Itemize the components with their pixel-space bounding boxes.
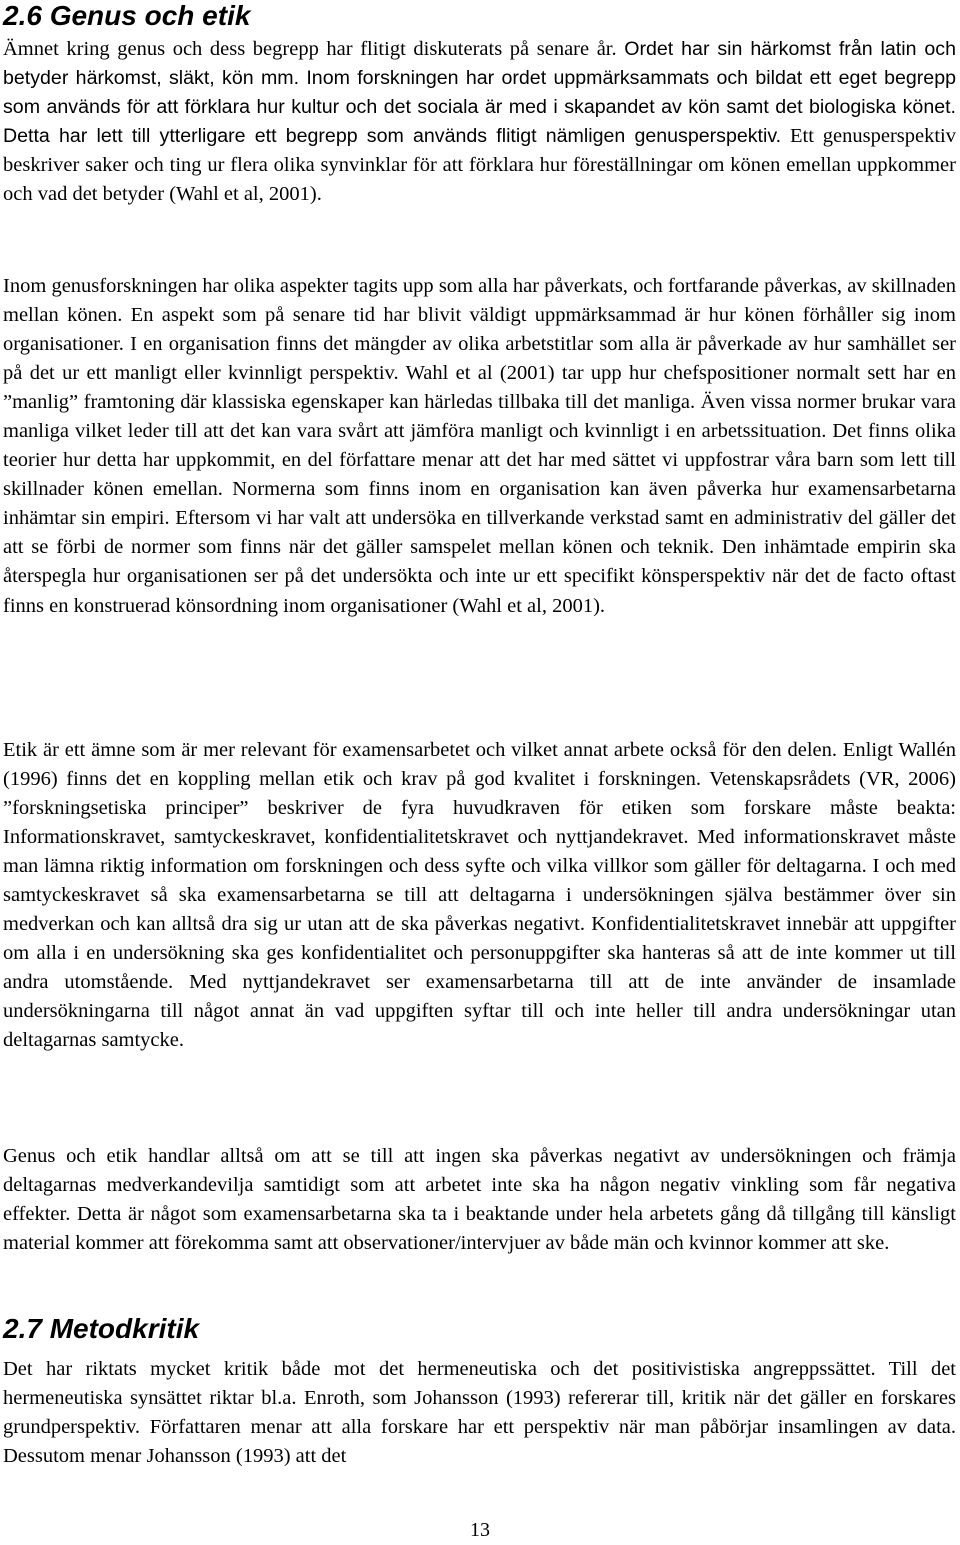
paragraph-text-sans-middle: Ordet har sin härkomst från latin och betyder härkomst, släkt, kön mm. Inom forskningen har ordet uppmärksammats och bildat ett eget begrepp som används för att förklara hur kultur och det sociala är med i skapandet av kön samt det biologiska könet. Detta har lett till ytterligare ett begrepp som används flitigt nämligen genusperspektiv. — [3, 38, 956, 148]
section-heading-genus-och-etik: 2.6 Genus och etik — [3, 0, 251, 31]
paragraph-metodkritik: Det har riktats mycket kritik både mot det hermeneutiska och det positivistiska angreppssättet. Till det hermeneutiska synsättet riktar bl.a. Enroth, som Johansson (1993) refererar till, kritik när det gäller en forskares grundperspektiv. Författaren menar att alla forskare har ett perspektiv när man påbörjar insamlingen av data. Dessutom menar Johansson (1993) att det — [3, 1358, 956, 1468]
paragraph-genus-och-etik-summary: Genus och etik handlar alltså om att se till att ingen ska påverkas negativt av undersökningen och främja deltagarnas medverkandevilja samtidigt som att arbetet inte ska ha någon negativ vinkling som får negativa effekter. Detta är något som examensarbetarna ska ta i beaktande under hela arbetets gång då tillgång till känsligt material kommer att förekomma samt att observationer/intervjuer av både män och kvinnor kommer att ske. — [3, 1145, 956, 1255]
paragraph-text-serif-start: Ämnet kring genus och dess begrepp har flitigt diskuterats på senare år. — [3, 38, 625, 60]
paragraph-text-serif-end: Ett genusperspektiv beskriver saker och ting ur flera olika synvinklar för att förklara hur föreställningar om könen emellan uppkommer och vad det betyder (Wahl et al, 2001). — [3, 125, 956, 206]
paragraph-genus-intro — [3, 35, 956, 209]
page-number: 13 — [470, 1519, 490, 1541]
section-heading-metodkritik: 2.7 Metodkritik — [3, 1313, 200, 1344]
paragraph-genus-organisation: Inom genusforskningen har olika aspekter tagits upp som alla har påverkats, och fortfarande påverkas, av skillnaden mellan könen. En aspekt som på senare tid har blivit väldigt uppmärksammad är hur könen förhåller sig inom organisationer. I en organisation finns det mängder av olika arbetstitlar som alla är påverkade av hur samhället ser på det ur ett manligt eller kvinnligt perspektiv. Wahl et al (2001) tar upp hur chefspositioner normalt sett har en ”manlig” framtoning där klassiska egenskaper kan härledas tillbaka till det manliga. Även vissa normer brukar vara manliga vilket leder till att det kan vara svårt att jämföra manligt och kvinnligt i en arbetssituation. Det finns olika teorier hur detta har uppkommit, en del författare menar att det har med sättet vi uppfostrar våra barn som lett till skillnader könen emellan. Normerna som finns inom en organisation kan även påverka hur examensarbetarna inhämtar sin empiri. Eftersom vi har valt att undersöka en tillverkande verkstad samt en administrativ del gäller det att se förbi de normer som finns när det gäller samspelet mellan könen och teknik. Den inhämtade empirin ska återspegla hur organisationen ser på det undersökta och inte ur ett specifikt könsperspektiv när det de facto oftast finns en konstruerad könsordning inom organisationer (Wahl et al, 2001). — [3, 275, 956, 617]
paragraph-etik: Etik är ett ämne som är mer relevant för examensarbetet och vilket annat arbete också för den delen. Enligt Wallén (1996) finns det en koppling mellan etik och krav på god kvalitet i forskningen. Vetenskapsrådets (VR, 2006) ”forskningsetiska principer” beskriver de fyra huvudkraven för etiken som forskare måste beakta: Informationskravet, samtyckeskravet, konfidentialitetskravet och nyttjandekravet. Med informationskravet måste man lämna riktig information om forskningen och dess syfte och vilka villkor som gäller för deltagarna. I och med samtyckeskravet så ska examensarbetarna se till att deltagarna i undersökningen själva bestämmer över sin medverkan och kan alltså dra sig ur utan att de ska påverkas negativt. Konfidentialitetskravet innebär att uppgifter om alla i en undersökning ska ges konfidentialitet och personuppgifter ska hanteras så att de inte kommer ut till andra utomstående. Med nyttjandekravet ser examensarbetarna till att de inte använder de insamlade undersökningarna till något annat än vad uppgiften syftar till och inte heller till andra undersökningar utan deltagarnas samtycke. — [3, 739, 956, 1052]
